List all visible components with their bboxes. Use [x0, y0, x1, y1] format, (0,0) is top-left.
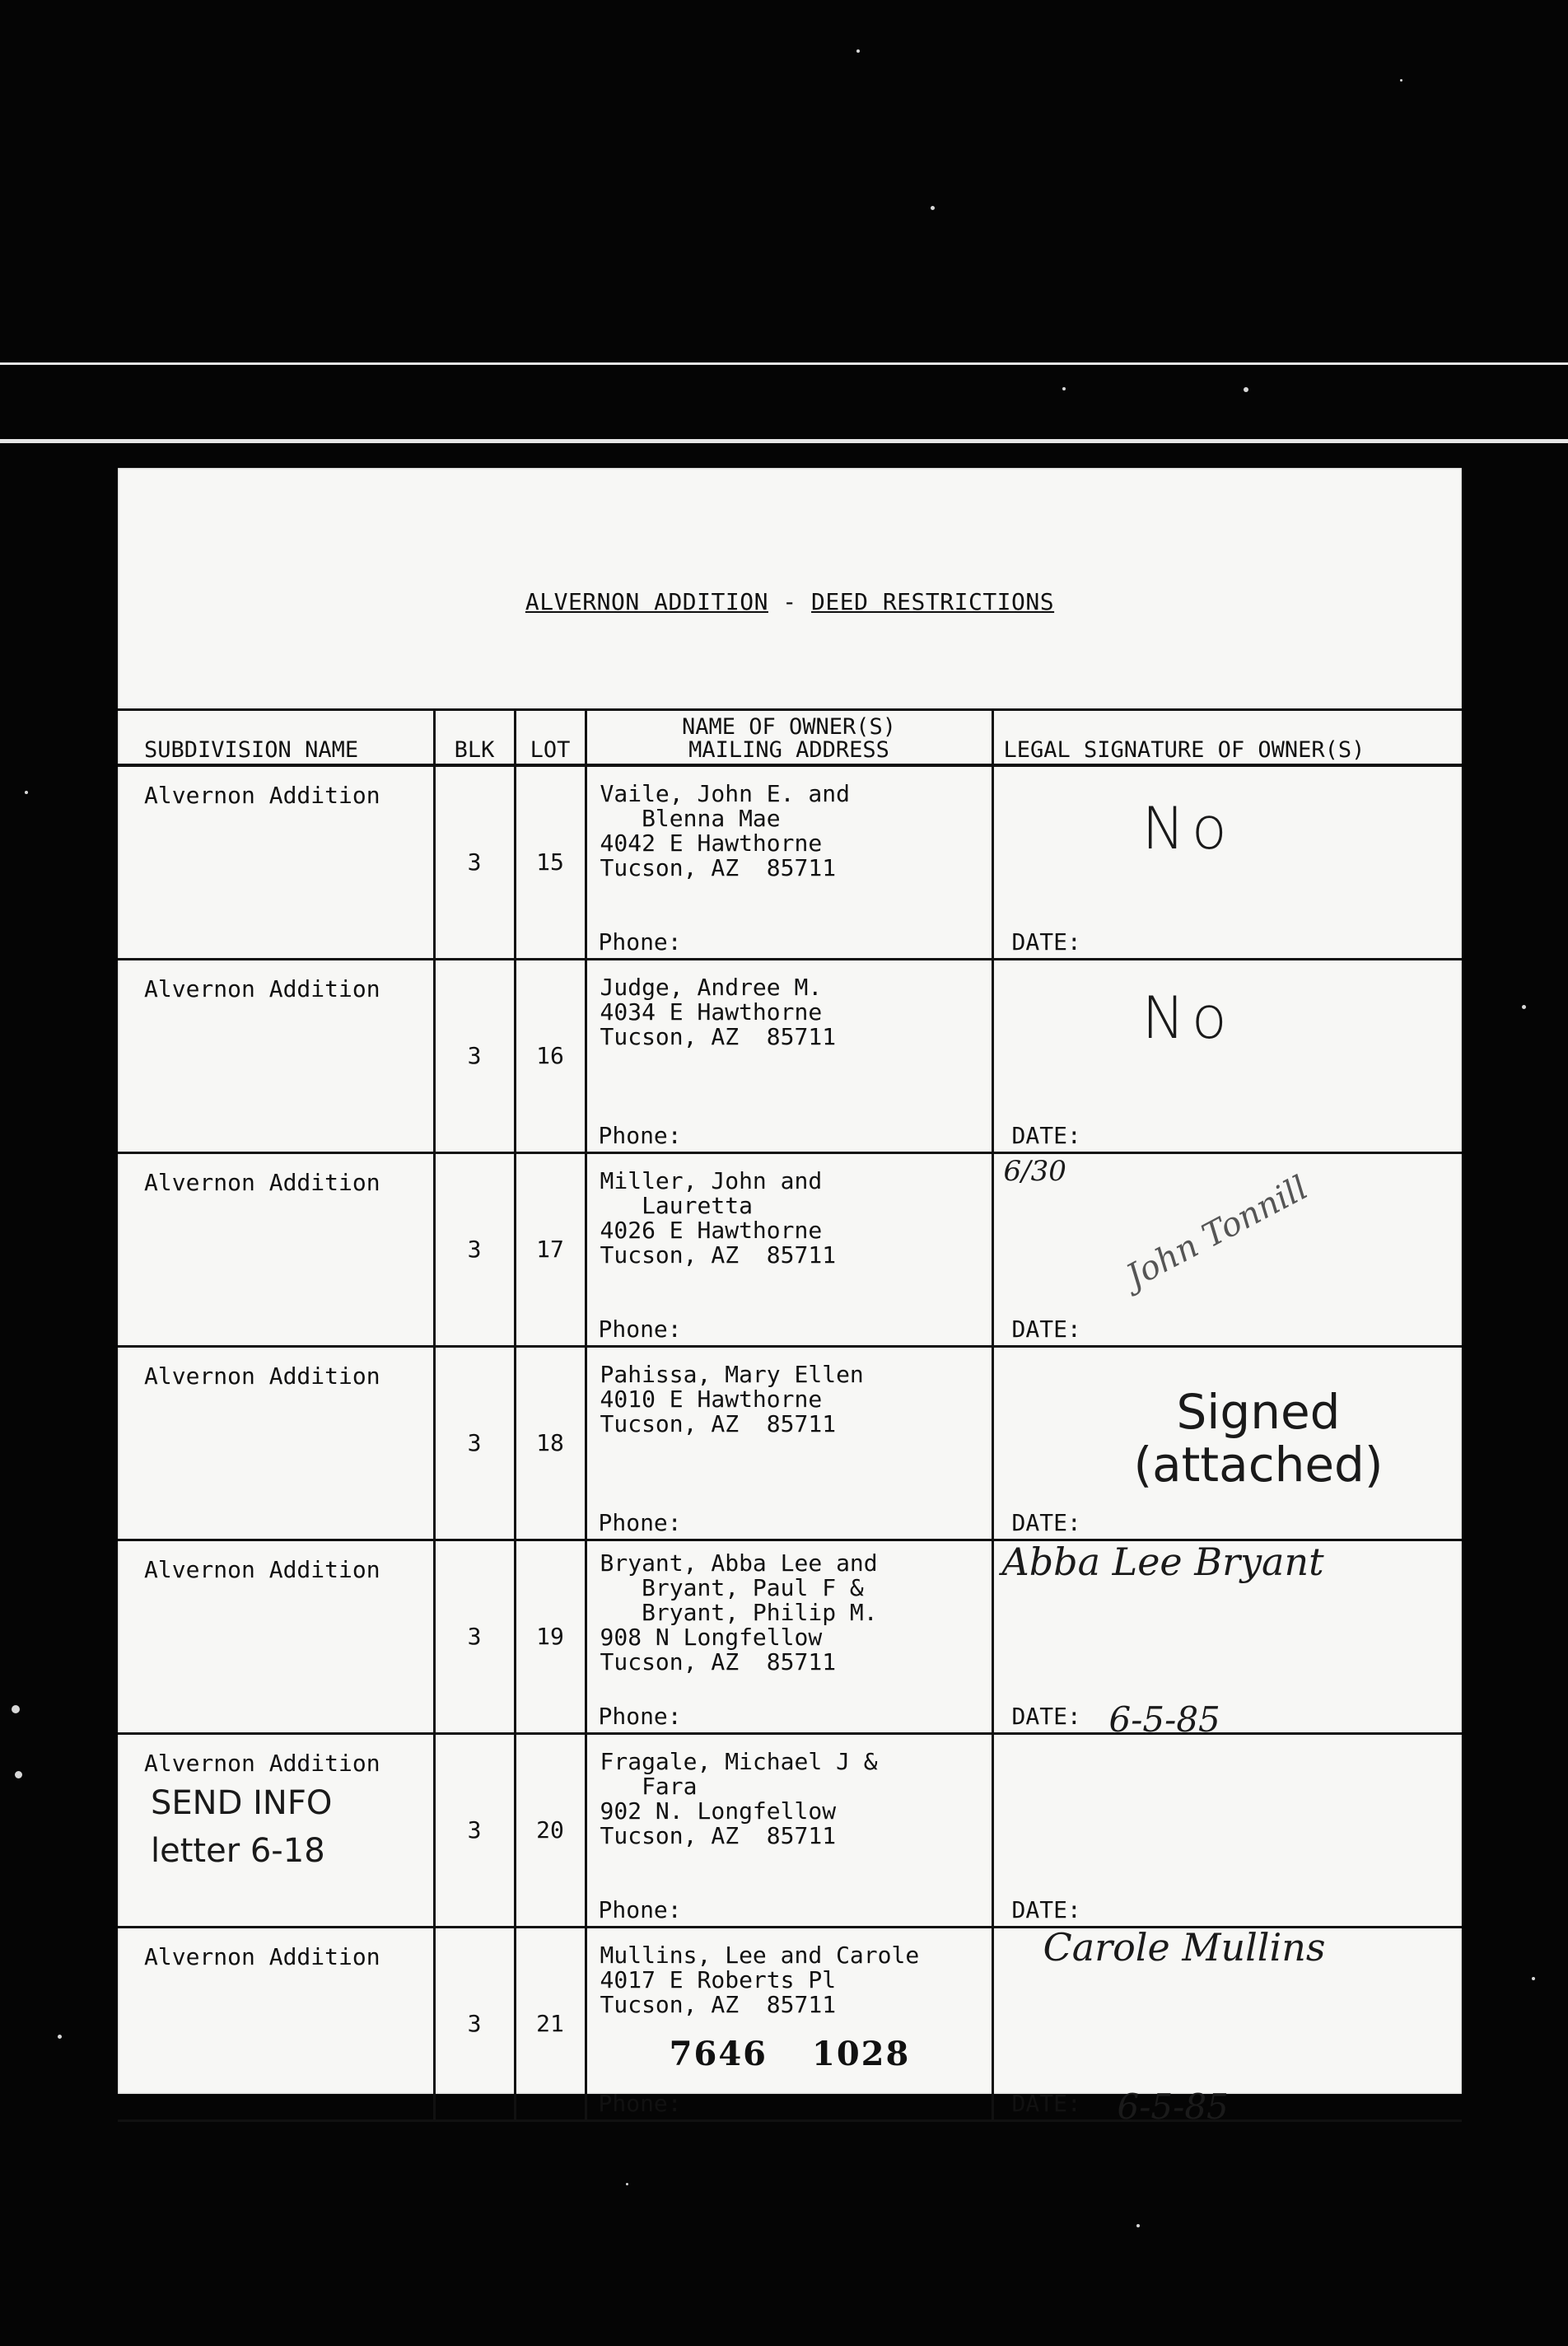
title-part2: DEED RESTRICTIONS [811, 588, 1055, 615]
scan-speck [1244, 387, 1248, 392]
date-label: DATE: [1011, 928, 1081, 956]
blk-cell: 3 [434, 1540, 515, 1734]
scan-speck [1136, 2224, 1140, 2227]
signature-cell [992, 1925, 1462, 2127]
scan-speck [1400, 79, 1402, 82]
handwritten-note: SEND INFO letter 6-18 [151, 1784, 333, 1870]
signature-cell [992, 1153, 1462, 1347]
signature-cell [992, 1347, 1462, 1540]
subdivision-cell: Alvernon Addition [118, 960, 434, 1153]
handwritten-note: 6/30 [1003, 1155, 1066, 1188]
lot-cell: 19 [515, 1540, 586, 1734]
table-header-row [118, 710, 1462, 766]
lot-cell: 18 [515, 1347, 586, 1540]
subdivision-name: Alvernon Addition [144, 1750, 380, 1777]
signature-cell [992, 1540, 1462, 1740]
phone-label: Phone: [598, 1703, 682, 1730]
subdivision-cell: Alvernon Addition [118, 765, 434, 960]
subdivision-cell: Alvernon Addition [118, 1540, 434, 1734]
owner-address: Miller, John and Lauretta 4026 E Hawthorne Tucson, AZ 85711 [600, 1167, 837, 1269]
table-row [118, 1540, 1462, 1734]
lot-cell: 17 [515, 1153, 586, 1347]
date-label: DATE: [1011, 1703, 1081, 1730]
subdivision-cell: Alvernon Addition [118, 1928, 434, 2121]
owner-address: Bryant, Abba Lee and Bryant, Paul F & Bryant, Philip M. 908 N Longfellow Tucson, AZ 85711 [600, 1549, 878, 1675]
scan-speck [1532, 1977, 1535, 1980]
owner-cell [586, 1734, 992, 1928]
docket-number: 7646 [669, 2035, 768, 2073]
blk-cell: 3 [434, 1928, 515, 2121]
lot-cell: 20 [515, 1734, 586, 1928]
phone-label: Phone: [598, 2090, 682, 2117]
handwritten-signature: Signed (attached) [1133, 1384, 1384, 1493]
date-label: DATE: [1011, 2090, 1081, 2117]
header-owner-line2: MAILING ADDRESS [688, 737, 889, 763]
date-label: DATE: [1011, 1316, 1081, 1343]
header-subdivision: SUBDIVISION NAME [118, 710, 434, 766]
header-owner-line1: NAME OF OWNER(S) [681, 714, 897, 740]
lot-cell: 21 [515, 1928, 586, 2121]
table-row [118, 765, 1462, 960]
blk-cell: 3 [434, 960, 515, 1153]
owner-address: Vaile, John E. and Blenna Mae 4042 E Hawthorne Tucson, AZ 85711 [600, 780, 850, 881]
owner-cell [586, 1928, 992, 2121]
handwritten-signature: Carole Mullins [1043, 1925, 1326, 1970]
owner-address: Judge, Andree M. 4034 E Hawthorne Tucson, AZ 85711 [600, 974, 837, 1050]
table-row [118, 1347, 1462, 1540]
subdivision-cell [118, 1734, 434, 1928]
table-row [118, 1928, 1462, 2121]
owner-table [118, 708, 1462, 2127]
header-owner [586, 710, 992, 766]
scan-speck [1522, 1005, 1526, 1009]
header-lot: LOT [515, 710, 586, 766]
page-number: 1028 [812, 2035, 911, 2073]
blk-cell: 3 [434, 765, 515, 960]
owner-cell [586, 765, 992, 960]
scan-speck [15, 1771, 22, 1778]
date-label: DATE: [1011, 1122, 1081, 1149]
handwritten-date: 6-5-85 [1117, 2087, 1229, 2127]
table-row [118, 1153, 1462, 1347]
phone-label: Phone: [598, 1122, 682, 1149]
scan-speck [1062, 387, 1066, 390]
handwritten-signature: No [1141, 795, 1234, 862]
blk-cell: 3 [434, 1153, 515, 1347]
table-row [118, 1734, 1462, 1928]
scan-speck [58, 2035, 62, 2039]
scan-speck [626, 2183, 628, 2185]
owner-cell [586, 960, 992, 1153]
date-label: DATE: [1011, 1509, 1081, 1536]
scan-edge-line-top [0, 362, 1568, 365]
owner-address: Pahissa, Mary Ellen 4010 E Hawthorne Tucson, AZ 85711 [600, 1361, 864, 1437]
subdivision-cell: Alvernon Addition [118, 1153, 434, 1347]
owner-cell [586, 1540, 992, 1734]
phone-label: Phone: [598, 1316, 682, 1343]
table-row [118, 960, 1462, 1153]
lot-cell: 16 [515, 960, 586, 1153]
phone-label: Phone: [598, 928, 682, 956]
header-blk: BLK [434, 710, 515, 766]
deed-restrictions-form [118, 468, 1462, 2127]
title-separator: - [768, 588, 812, 615]
recording-stamp [118, 2035, 1462, 2073]
subdivision-cell: Alvernon Addition [118, 1347, 434, 1540]
title-part1: ALVERNON ADDITION [525, 588, 768, 615]
signature-cell [992, 1734, 1462, 1928]
owner-cell [586, 1153, 992, 1347]
form-title [118, 588, 1462, 615]
signature-cell [992, 765, 1462, 960]
scan-edge-line-bottom [0, 439, 1568, 443]
owner-cell [586, 1347, 992, 1540]
blk-cell: 3 [434, 1347, 515, 1540]
handwritten-signature: No [1141, 984, 1234, 1052]
owner-address: Fragale, Michael J & Fara 902 N. Longfellow Tucson, AZ 85711 [600, 1748, 878, 1849]
scan-speck [12, 1705, 20, 1713]
scan-speck [25, 791, 28, 794]
blk-cell: 3 [434, 1734, 515, 1928]
handwritten-date: 6-5-85 [1108, 1699, 1220, 1740]
signature-cell [992, 960, 1462, 1153]
handwritten-signature: John Tonnill [1119, 1168, 1314, 1297]
header-signature: LEGAL SIGNATURE OF OWNER(S) [992, 710, 1462, 766]
phone-label: Phone: [598, 1509, 682, 1536]
owner-address: Mullins, Lee and Carole 4017 E Roberts Pl Tucson, AZ 85711 [600, 1942, 920, 2018]
lot-cell: 15 [515, 765, 586, 960]
phone-label: Phone: [598, 1896, 682, 1923]
scan-speck [931, 206, 935, 210]
scan-speck [856, 49, 860, 53]
date-label: DATE: [1011, 1896, 1081, 1923]
handwritten-signature: Abba Lee Bryant [1001, 1540, 1324, 1584]
